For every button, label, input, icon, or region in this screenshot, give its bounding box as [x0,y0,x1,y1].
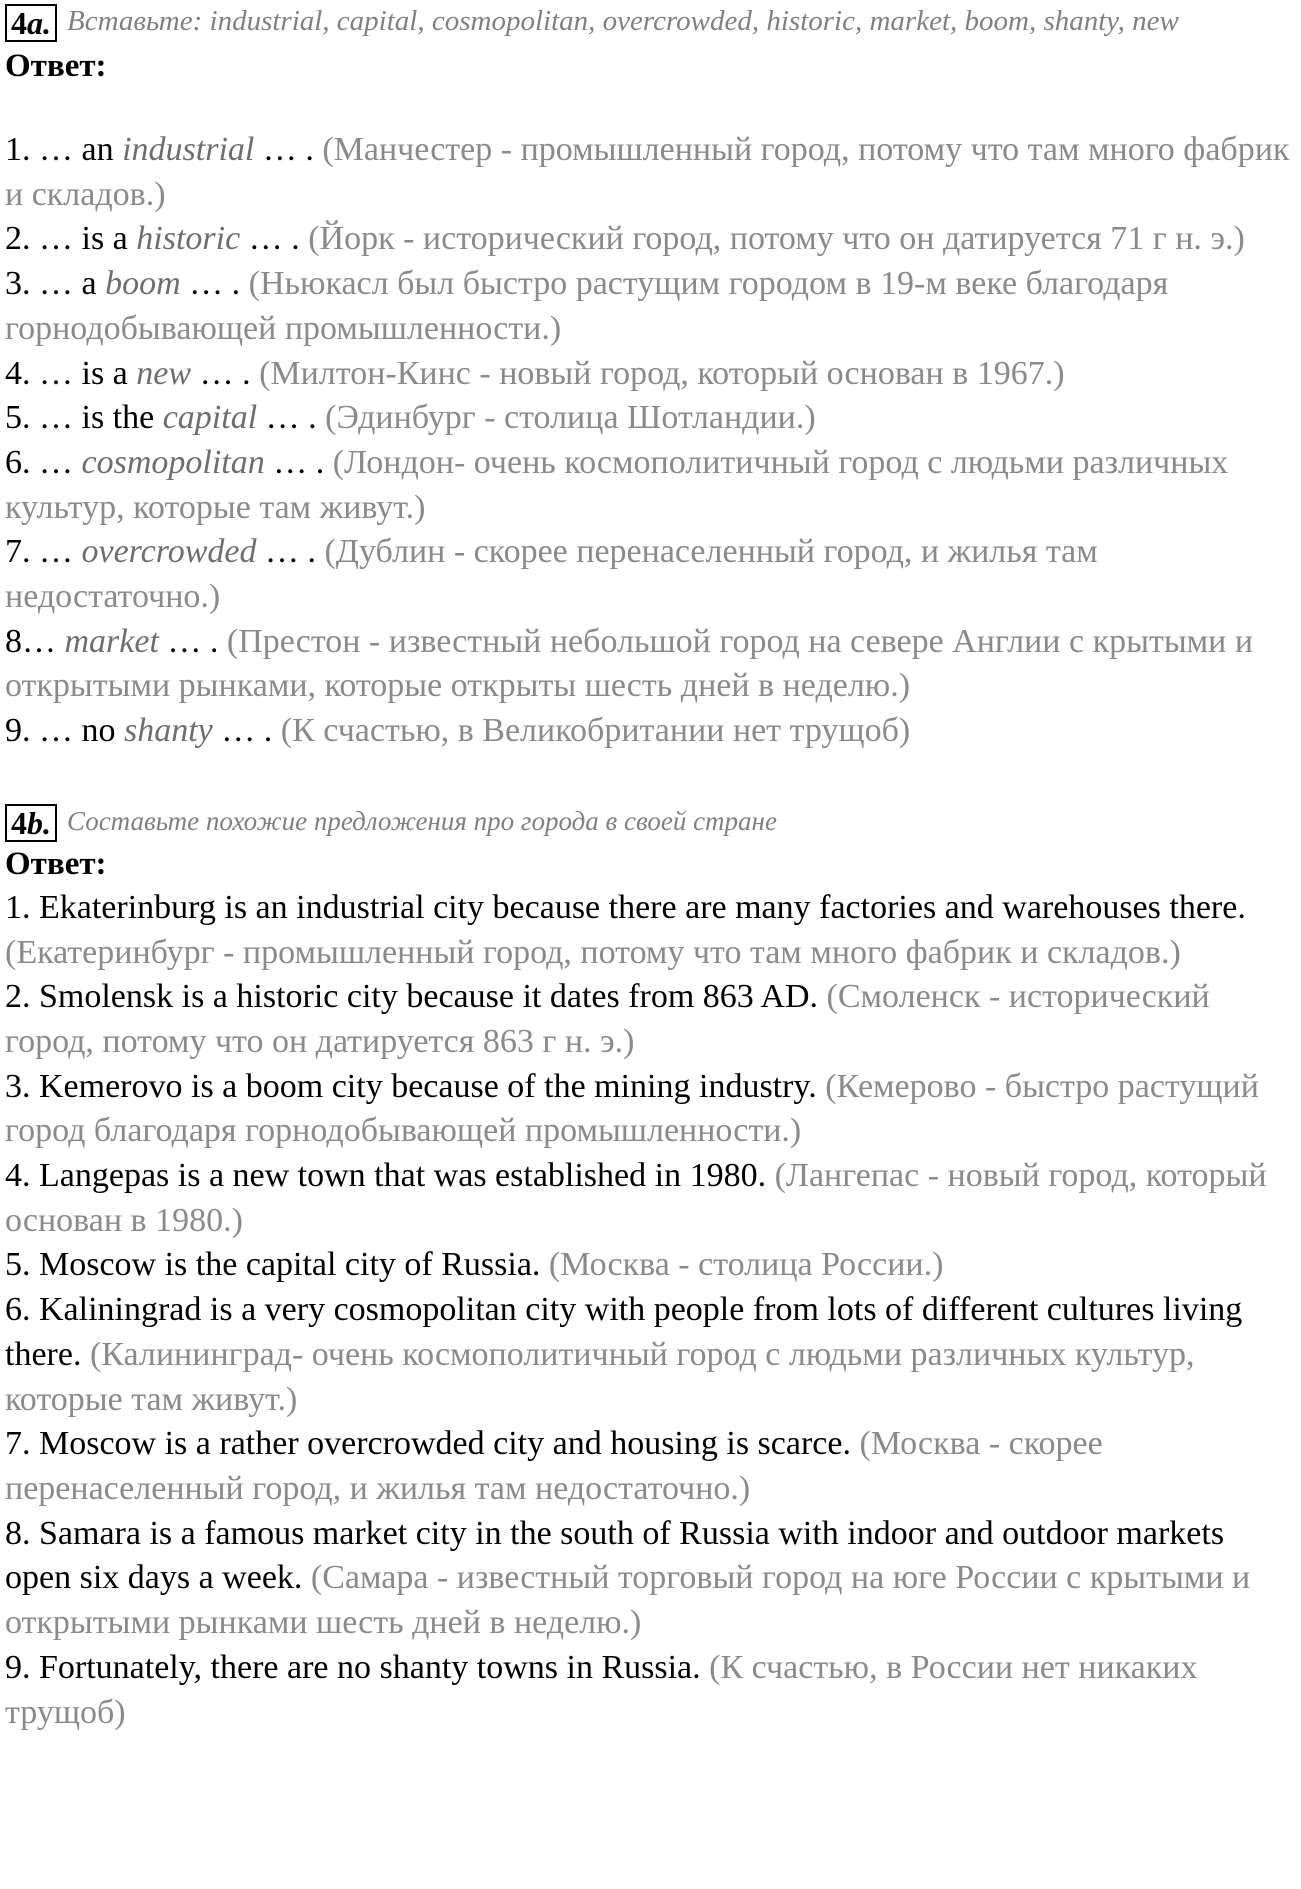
answer-item-4a-4: 4. … is a new … . (Милтон-Кинс - новый город, который основан в 1967.) [5,354,1065,392]
exercise-page [5,4,1295,1735]
answer-item-4a-8: 8… market … . (Престон - известный небольшой город на севере Англии с крытыми и открытыми рынками, которые открыты шесть дней в неделю.) [5,622,1254,705]
exercise-instruction-4b: Составьте похожие предложения про города в своей стране [67,805,777,836]
spacer [5,754,1295,804]
answer-item-4b-2: 2. Smolensk is a historic city because it dates from 863 AD. (Смоленск - исторический город, потому что он датируется 863 г н. э.) [5,978,1210,1060]
exercise-label-4a: 4a. [5,4,57,42]
answer-item-4a-1: 1. … an industrial … . (Манчестер - промышленный город, потому что там много фабрик и складов.) [5,131,1290,213]
section-4b-header [5,804,1295,842]
answer-item-4a-7: 7. … overcrowded … . (Дублин - скорее перенаселенный город, и жилья там недостаточно.) [5,533,1098,616]
answer-item-4b-5: 5. Moscow is the capital city of Russia. (Москва - столица России.) [5,1246,944,1284]
answer-label-4b: Ответ: [5,845,107,882]
spacer [5,88,1295,128]
answer-item-4a-3: 3. … a boom … . (Ньюкасл был быстро растущим городом в 19-м веке благодаря горнодобывающей промышленности.) [5,265,1169,347]
answer-label-4a: Ответ: [5,48,107,84]
answer-item-4a-5: 5. … is the capital … . (Эдинбург - столица Шотландии.) [5,399,816,437]
answer-item-4b-9: 9. Fortunately, there are no shanty towns in Russia. (К счастью, в России нет никаких трущоб) [5,1648,1198,1731]
exercise-label-4b: 4b. [5,804,57,842]
section-4a-header [5,4,1295,42]
answer-item-4b-8: 8. Samara is a famous market city in the south of Russia with indoor and outdoor markets open six days a week. (Самара - известный торговый город на юге России с крытыми и открытыми рынками шесть дней в неделю.) [5,1514,1251,1642]
answer-list-4a [5,128,1295,754]
exercise-instruction-4a: Вставьте: industrial, capital, cosmopolitan, overcrowded, historic, market, boom, shanty, new [67,5,1179,37]
answer-item-4b-3: 3. Kemerovo is a boom city because of the mining industry. (Кемерово - быстро растущий город благодаря горнодобывающей промышленности.) [5,1067,1259,1150]
answer-item-4b-4: 4. Langepas is a new town that was established in 1980. (Лангепас - новый город, который основан в 1980.) [5,1157,1267,1239]
answer-item-4b-1: 1. Ekaterinburg is an industrial city because there are many factories and warehouses there. (Екатеринбург - промышленный город, потому что там много фабрик и складов.) [5,888,1246,971]
answer-item-4a-6: 6. … cosmopolitan … . (Лондон- очень космополитичный город с людьми различных культур, которые там живут.) [5,443,1229,526]
answer-item-4a-9: 9. … no shanty … . (К счастью, в Великобритании нет трущоб) [5,712,911,750]
answer-item-4a-2: 2. … is a historic … . (Йорк - исторический город, потому что он датируется 71 г н. э.) [5,220,1245,258]
answer-item-4b-6: 6. Kaliningrad is a very cosmopolitan city with people from lots of different cultures living there. (Калининград- очень космополитичный город с людьми различных культур, которые там живут.) [5,1291,1243,1418]
answer-list-4b [5,886,1295,1735]
answer-item-4b-7: 7. Moscow is a rather overcrowded city and housing is scarce. (Москва - скорее перенаселенный город, и жилья там недостаточно.) [5,1425,1103,1507]
